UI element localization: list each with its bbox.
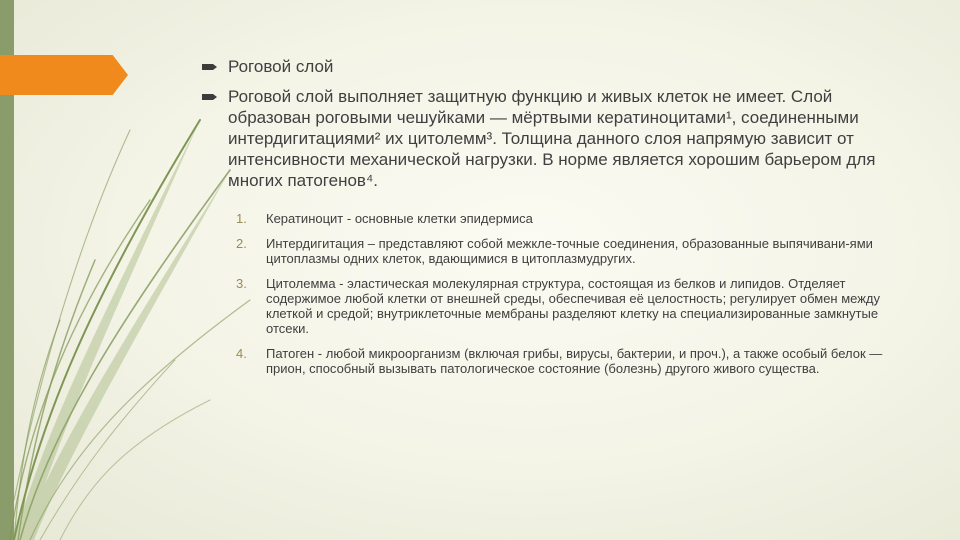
footnote-number: 1. — [236, 211, 247, 226]
footnote-item — [236, 211, 892, 226]
footnote-text: Цитолемма - эластическая молекулярная структура, состоящая из белков и липидов. Отделяет содержимое любой клетки от внешней среды, обеспечивая её целостность; регулирует обмен между клеткой и средой; внутриклеточные мембраны разделяют клетку на специализированные замкнутые отсеки. — [266, 276, 881, 336]
footnote-item — [236, 236, 892, 266]
accent-arrow-shape — [0, 55, 128, 95]
footnote-number: 4. — [236, 346, 247, 361]
slide-content — [202, 56, 892, 376]
bullet-text: Роговой слой — [228, 57, 334, 76]
footnote-item — [236, 346, 892, 376]
footnote-number: 3. — [236, 276, 247, 291]
footnote-text: Интердигитация – представляют собой межкле-точные соединения, образованные выпячивани-ями цитоплазмы одних клеток, вдающимися в цитоплазмудругих. — [266, 236, 873, 266]
footnotes-list — [202, 211, 892, 376]
bullet-text: Роговой слой выполняет защитную функцию и живых клеток не имеет. Слой образован роговыми чешуйками — мёртвыми кератиноцитами¹, соединенными интердигитациями² их цитолемм³. Толщина данного слоя напрямую зависит от интенсивности механической нагрузки. В норме является хорошим барьером для многих патогенов⁴. — [228, 87, 876, 190]
footnote-number: 2. — [236, 236, 247, 251]
footnote-text: Кератиноцит - основные клетки эпидермиса — [266, 211, 533, 226]
footnote-item — [236, 276, 892, 336]
pencil-icon — [202, 63, 217, 71]
footnote-text: Патоген - любой микроорганизм (включая грибы, вирусы, бактерии, и проч.), а также особый белок — прион, способный вызывать патологическое состояние (болезнь) другого живого существа. — [266, 346, 883, 376]
bullet-item-title — [202, 56, 892, 77]
pencil-icon — [202, 93, 217, 101]
bullet-item-description — [202, 86, 892, 191]
